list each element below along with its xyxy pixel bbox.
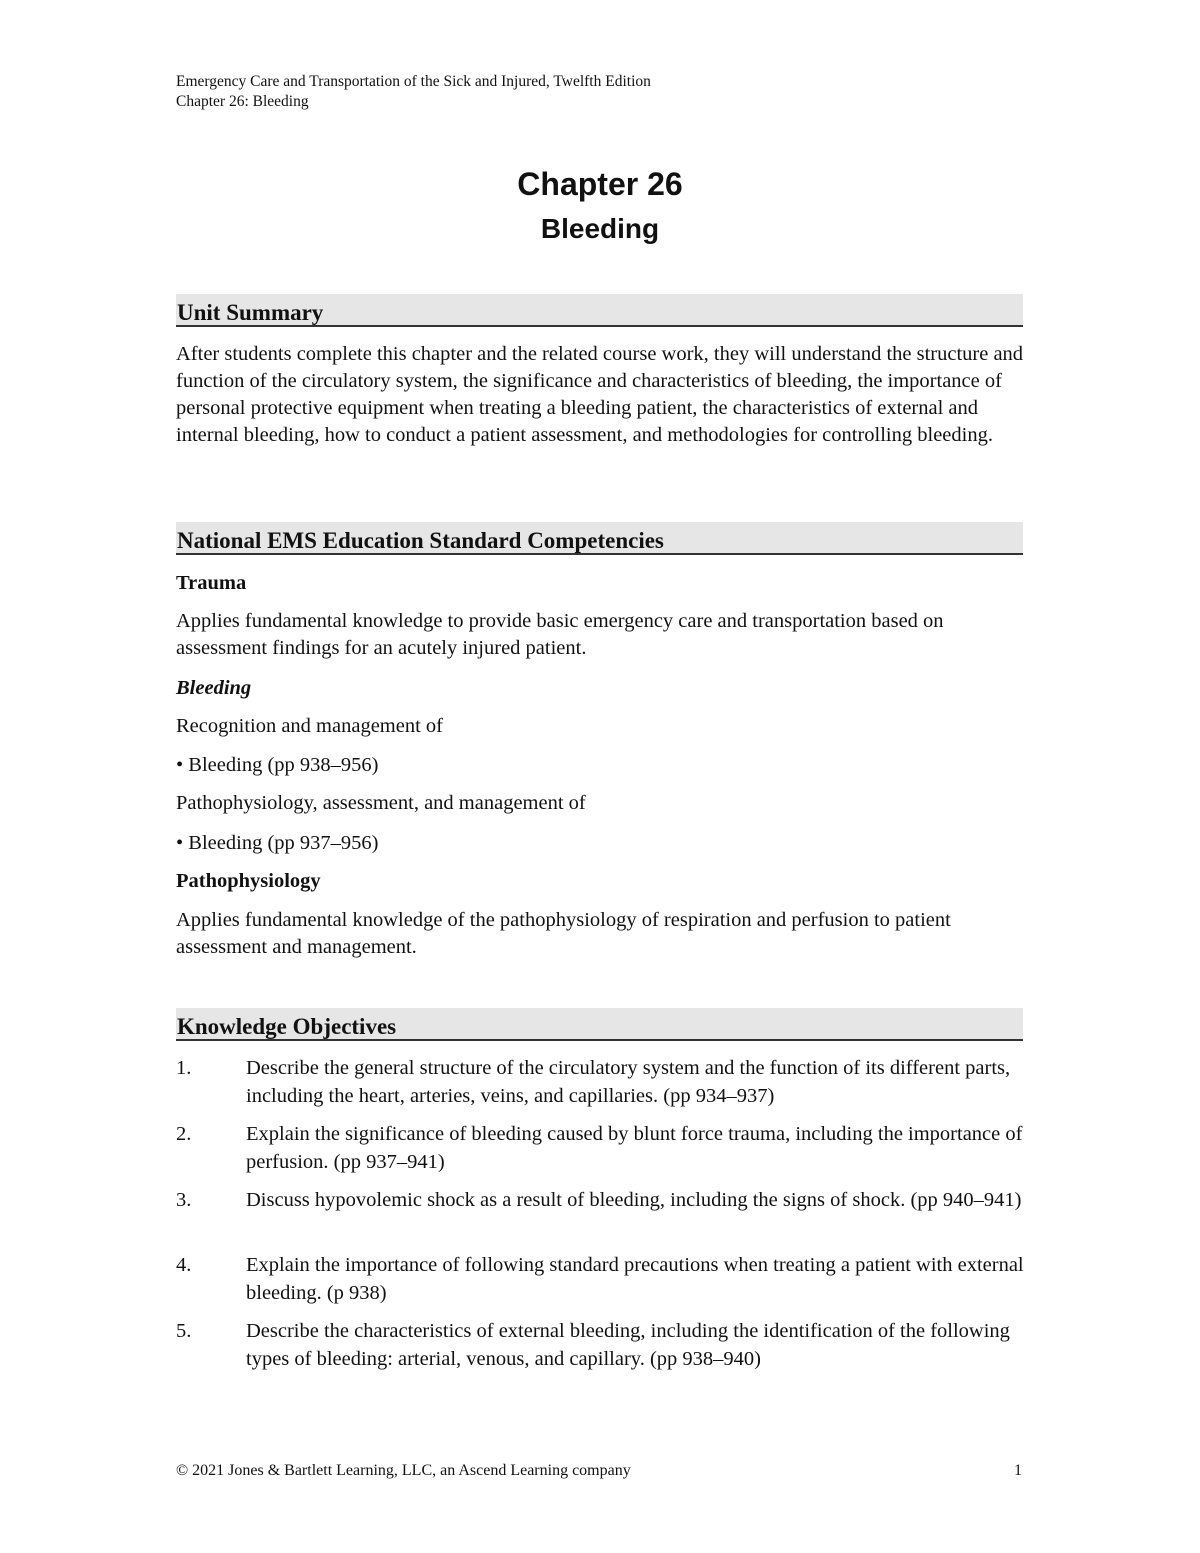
- recognition-text: Recognition and management of: [176, 715, 443, 737]
- bullet-bleeding-2: • Bleeding (pp 937–956): [176, 832, 379, 854]
- footer-copyright: © 2021 Jones & Bartlett Learning, LLC, an Ascend Learning company: [176, 1462, 631, 1479]
- trauma-text: Applies fundamental knowledge to provide basic emergency care and transportation based on assessment findings for an acutely injured patient.: [176, 610, 944, 659]
- objective-text: Describe the characteristics of external bleeding, including the identification of the following types of bleeding: arterial, venous, and capillary. (pp 938–940): [246, 1320, 1010, 1370]
- running-header-title: Emergency Care and Transportation of the Sick and Injured, Twelfth Edition: [176, 73, 651, 90]
- chapter-title: Chapter 26: [517, 166, 683, 202]
- objective-number: 3.: [176, 1189, 192, 1211]
- trauma-heading: Trauma: [176, 572, 247, 594]
- objective-text: Explain the importance of following standard precautions when treating a patient with external bleeding. (p 938): [246, 1254, 1024, 1304]
- objective-text: Describe the general structure of the circulatory system and the function of its different parts, including the heart, arteries, veins, and capillaries. (pp 934–937): [246, 1057, 1011, 1107]
- bullet-bleeding-1: • Bleeding (pp 938–956): [176, 754, 379, 776]
- objective-number: 2.: [176, 1123, 192, 1145]
- section-heading-unit-summary: Unit Summary: [176, 294, 1023, 327]
- page-number: 1: [1014, 1462, 1022, 1479]
- patho-management-text: Pathophysiology, assessment, and management of: [176, 792, 586, 814]
- objective-number: 4.: [176, 1254, 192, 1276]
- objective-text: Discuss hypovolemic shock as a result of bleeding, including the signs of shock. (pp 940–941): [246, 1189, 1022, 1211]
- objective-text: Explain the significance of bleeding caused by blunt force trauma, including the importance of perfusion. (pp 937–941): [246, 1123, 1023, 1173]
- section-heading-knowledge-objectives: Knowledge Objectives: [176, 1008, 1023, 1041]
- objective-number: 5.: [176, 1320, 192, 1342]
- bleeding-heading: Bleeding: [176, 677, 252, 699]
- pathophysiology-text: Applies fundamental knowledge of the pathophysiology of respiration and perfusion to patient assessment and management.: [176, 909, 951, 958]
- chapter-subject: Bleeding: [540, 213, 660, 244]
- unit-summary-text: After students complete this chapter and the related course work, they will understand the structure and function of the circulatory system, the significance and characteristics of bleeding, the importance of personal protective equipment when treating a bleeding patient, the characteristics of external and internal bleeding, how to conduct a patient assessment, and methodologies for controlling bleeding.: [176, 343, 1024, 446]
- objective-number: 1.: [176, 1057, 192, 1079]
- section-heading-competencies: National EMS Education Standard Competencies: [176, 522, 1023, 555]
- pathophysiology-heading: Pathophysiology: [176, 870, 321, 892]
- running-header-chapter: Chapter 26: Bleeding: [176, 93, 309, 110]
